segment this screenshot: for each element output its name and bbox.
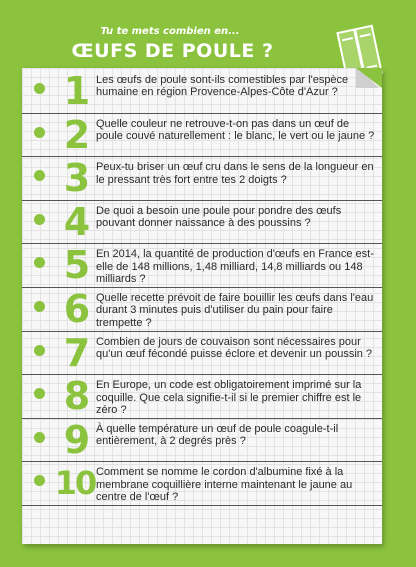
question-number: 9 — [63, 417, 91, 462]
question-text: À quelle température un œuf de poule coagule-t-il entièrement, à 2 degrés près ? — [96, 422, 339, 448]
question-text: Comment se nomme le cordon d'albumine fixé à la membrane coquillière interne maintenant le jaune au centre de l'œuf ? — [96, 466, 353, 504]
question-text: Combien de jours de couvaison sont nécessaires pour qu'un œuf fécondé puisse éclore et devenir un poussin ? — [96, 335, 373, 360]
binder-hole-icon — [34, 301, 45, 312]
question-text: Les œufs de poule sont-ils comestibles par l'espèce humaine en région Provence-Alpes-Côte d'Azur ? — [96, 74, 349, 99]
question-item — [22, 157, 382, 201]
question-text: De quoi a besoin une poule pour pondre des œufs pouvant donner naissance à des poussins ? — [96, 204, 342, 230]
question-number: 7 — [63, 330, 91, 375]
question-number: 2 — [63, 112, 91, 157]
question-item — [22, 332, 382, 376]
question-text: Peux-tu briser un œuf cru dans le sens de la longueur en le pressant très fort entre tes 2 doigts ? — [96, 161, 374, 186]
question-text: Quelle recette prévoit de faire bouillir les œufs dans l'eau durant 3 minutes puis d'utiliser du pain pour faire trempette ? — [96, 291, 374, 329]
binder-hole-icon — [34, 170, 45, 181]
binder-hole-icon — [34, 432, 45, 443]
binder-hole-icon — [34, 345, 45, 356]
question-item — [22, 114, 382, 158]
question-number: 10 — [54, 464, 96, 503]
question-text: En Europe, un code est obligatoirement imprimé sur la coquille. Que cela signifie-t-il si le premier chiffre est le zéro ? — [96, 379, 362, 416]
question-number: 6 — [63, 286, 91, 331]
question-list — [22, 70, 382, 506]
question-item — [22, 462, 382, 506]
question-text: Quelle couleur ne retrouve-t-on pas dans un œuf de poule couvé naturellement : le blanc, le vert ou le jaune ? — [96, 117, 375, 142]
binder-hole-icon — [34, 83, 45, 94]
notebook-paper — [22, 68, 382, 544]
question-item — [22, 419, 382, 463]
binder-hole-icon — [34, 127, 45, 138]
binder-hole-icon — [34, 257, 45, 268]
binder-hole-icon — [34, 388, 45, 399]
question-text: En 2014, la quantité de production d'œufs en France est-elle de 148 millions, 1,48 milliard, 14,8 milliards ou 148 milliards ? — [96, 248, 374, 286]
question-item — [22, 201, 382, 245]
question-item — [22, 288, 382, 332]
question-item — [22, 70, 382, 114]
question-item — [22, 375, 382, 419]
question-number: 5 — [63, 243, 91, 288]
header-subtitle: Tu te mets combien en... — [100, 26, 240, 37]
question-number: 3 — [63, 156, 91, 201]
binder-hole-icon — [34, 214, 45, 225]
question-item — [22, 244, 382, 288]
question-number: 8 — [63, 374, 91, 419]
question-number: 4 — [63, 199, 91, 244]
binder-hole-icon — [34, 475, 45, 486]
header-title: ŒUFS DE POULE ? — [71, 40, 274, 62]
question-number: 1 — [63, 69, 91, 113]
